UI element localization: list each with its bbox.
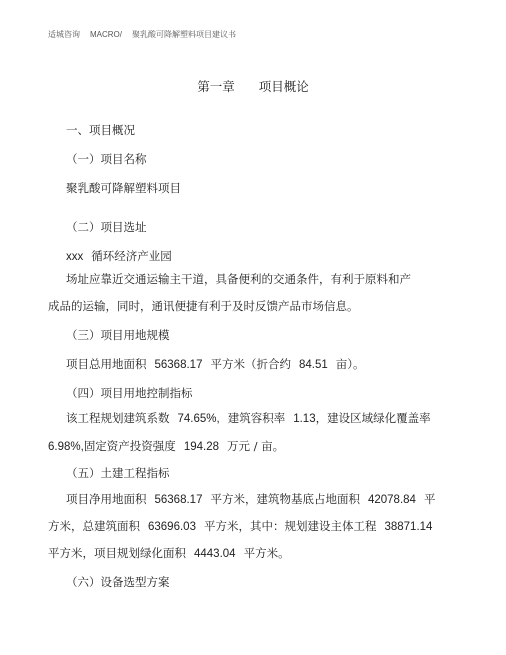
subsection-heading: （一）项目名称 <box>66 152 147 166</box>
paragraph-line <box>66 248 172 265</box>
net-area-value: 56368.17 <box>154 494 203 506</box>
subsection-heading: （二）项目选址 <box>66 220 147 234</box>
text-segment: 亩）。 <box>335 357 365 371</box>
text-segment: 平方米（折合约 <box>210 357 291 371</box>
far-value: 1.13 <box>293 413 316 425</box>
section-heading: 一、项目概况 <box>66 123 135 137</box>
green-area-value: 4443.04 <box>194 548 236 560</box>
text-segment: 平方米，其中：规划建设主体工程 <box>203 519 377 533</box>
running-header <box>48 29 246 40</box>
mu-value: 84.51 <box>298 359 328 371</box>
paragraph-line: 成品的运输，同时，通讯便捷有利于及时反馈产品市场信息。 <box>48 299 359 313</box>
subsection-heading: （四）项目用地控制指标 <box>66 386 193 400</box>
green-rate-value: 6.98%, <box>48 441 84 453</box>
text-segment: 项目净用地面积 <box>66 492 147 506</box>
text-segment: 该工程规划建筑系数 <box>66 411 170 425</box>
text-segment: 平方米。 <box>243 546 290 560</box>
chapter-heading <box>0 77 506 95</box>
paragraph-line: 场址应靠近交通运输主干道，具备便利的交通条件，有利于原料和产 <box>66 272 411 286</box>
subsection-heading: （三）项目用地规模 <box>66 328 170 342</box>
invest-value: 194.28 <box>183 441 219 453</box>
total-area-value: 63696.03 <box>148 521 196 533</box>
location-name: 循环经济产业园 <box>91 249 172 263</box>
location-prefix: xxx <box>66 251 84 263</box>
text-segment: ，建设区域绿化覆盖率 <box>315 411 431 425</box>
header-org: 适城咨询 <box>48 30 80 39</box>
subsection-heading: （五）土建工程指标 <box>66 466 170 480</box>
text-segment: 平 <box>423 492 436 506</box>
paragraph-line <box>48 438 284 455</box>
chapter-number: 第一章 <box>197 79 235 94</box>
header-brand: MACRO/ <box>90 30 122 39</box>
paragraph-line <box>66 491 435 508</box>
text-segment: 建筑容积率 <box>227 411 286 425</box>
text-segment: 项目总用地面积 <box>66 357 147 371</box>
coef-value: 74.65%, <box>177 413 220 425</box>
chapter-title: 项目概论 <box>258 79 309 94</box>
text-segment: 方米，总建筑面积 <box>48 519 140 533</box>
text-segment: 平方米，建筑物基底占地面积 <box>210 492 360 506</box>
text-segment: 固定资产投资强度 <box>83 439 176 453</box>
text-segment: 万元 / 亩。 <box>227 439 285 453</box>
project-name: 聚乳酸可降解塑料项目 <box>66 181 181 195</box>
subsection-heading: （六）设备选型方案 <box>66 575 170 589</box>
paragraph-line <box>66 410 431 427</box>
base-area-value: 42078.84 <box>367 494 416 506</box>
paragraph-line <box>48 545 290 562</box>
main-area-value: 38871.14 <box>384 521 433 533</box>
total-area-value: 56368.17 <box>154 359 203 371</box>
text-segment: 平方米，项目规划绿化面积 <box>48 546 186 560</box>
paragraph-line <box>66 356 365 373</box>
header-doc-title: 聚乳酸可降解塑料项目建议书 <box>132 30 236 39</box>
paragraph-line <box>48 518 432 535</box>
